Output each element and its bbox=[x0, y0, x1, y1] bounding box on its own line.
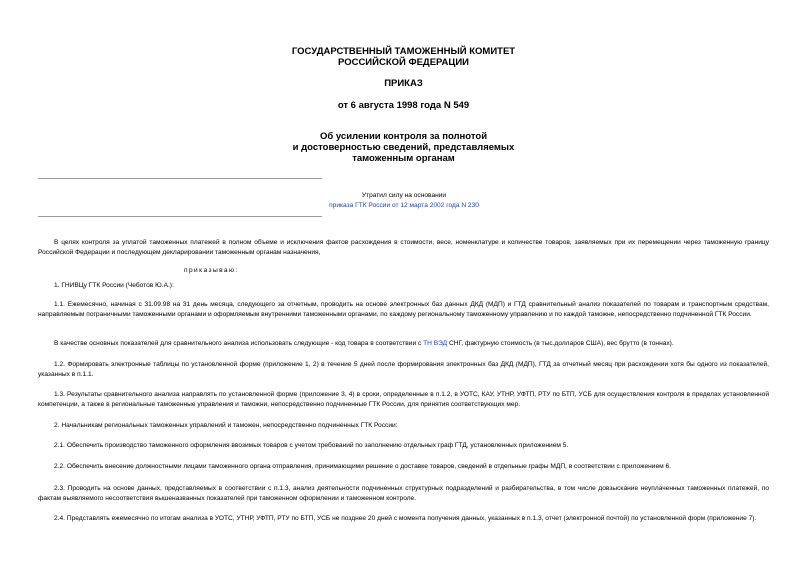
paragraph-1 bbox=[38, 281, 769, 291]
paragraph-1-2-text: 1.2. Формировать электронные таблицы по установленной форме (приложение 1, 2) в течение 5 дней после формирования электронных баз ДКД (МДП), ГТД за отчетный месяц при расхождении хотя бы одного из показателей, указанных в п.1.1. bbox=[38, 361, 769, 378]
paragraph-1-3-text: 1.3. Результаты сравнительного анализа направлять по установленной форме (приложение 3, 4) в сроки, определенные в п.1.2, в УОТС, КАУ, УТНР, УФТП, РТУ по БТП, УСБ для осуществления контроля в пределах установленной компетенции, а также в региональные таможенные управления и таможни, непосредственно подчиненные ГТК России, для принятия соответствующих мер. bbox=[38, 391, 769, 408]
paragraph-intro-text: В целях контроля за уплатой таможенных платежей в полном объеме и исключения фактов расхождения в стоимости, весе, номенклатуре и количестве товаров, заявляемых при их перемещении через таможенную границу Российской Федерации и последующем декларировании таможенным органам назначения, bbox=[38, 239, 769, 256]
paragraph-2-3-text: 2.3. Проводить на основе данных, представляемых в соответствии с п.1.3, анализ деятельности подчиненных структурных подразделений и разбирательства, в том числе довзыскание неуплаченных таможенных платежей, по фактам выявляемого несоответствия вышеназванных показателей при таможенном оформлении и таможенном контроле. bbox=[38, 485, 769, 502]
status-note-text: Утратил силу на основании bbox=[361, 192, 447, 199]
paragraph-intro bbox=[38, 238, 769, 258]
paragraph-2-1 bbox=[38, 441, 769, 451]
paragraph-2-4 bbox=[38, 514, 769, 524]
paragraph-2-3 bbox=[38, 484, 769, 504]
paragraph-2-1-text: 2.1. Обеспечить производство таможенного оформления ввозимых товаров с учетом требований по заполнению отдельных граф ГТД, установленных приложением 5. bbox=[54, 442, 569, 449]
doc-title-line1: Об усилении контроля за полнотой bbox=[319, 131, 488, 142]
paragraph-2-2-text: 2.2. Обеспечить внесение должностными лицами таможенного органа отправления, принимающими решение о доставке товаров, сведений в отдельные графы МДП, в соответствии с приложением 6. bbox=[54, 463, 671, 470]
divider-top bbox=[38, 178, 322, 179]
order-word: приказываю: bbox=[184, 267, 239, 274]
indicators-text-pre: В качестве основных показателей для сравнительного анализа использовать следующие - код товара в соответствии с bbox=[54, 340, 422, 347]
paragraph-indicators bbox=[38, 339, 769, 349]
paragraph-1-1 bbox=[38, 300, 769, 320]
paragraph-1-3 bbox=[38, 390, 769, 410]
paragraph-1-text: 1. ГНИВЦу ГТК России (Чеботов Ю.А.): bbox=[54, 282, 174, 289]
divider-bottom bbox=[38, 216, 322, 217]
org-name-line1: ГОСУДАРСТВЕННЫЙ ТАМОЖЕННЫЙ КОМИТЕТ bbox=[291, 46, 516, 57]
paragraph-1-1-text: 1.1. Ежемесячно, начиная с 31.09.98 на 31 день месяца, следующего за отчетным, проводить на основе электронных баз данных ДКД (МДП) и ГТД сравнительный анализ показателей по товарам и транспортным средствам, направляемым пограничными таможенными органами и оформляемым внутренними таможенными органами, по каждому региональному таможенному управлению и по каждой таможне, непосредственно подчиненной ГТК России. bbox=[38, 301, 769, 318]
doc-type: ПРИКАЗ bbox=[384, 78, 423, 89]
doc-date: от 6 августа 1998 года N 549 bbox=[337, 100, 470, 111]
doc-title-line2: и достоверностью сведений, представляемых bbox=[292, 142, 515, 153]
indicators-text-post: СНГ, фактурную стоимость (в тыс.долларов США), вес брутто (в тоннах). bbox=[448, 340, 674, 347]
paragraph-2-text: 2. Начальникам региональных таможенных управлений и таможен, непосредственно подчиненных ГТК России: bbox=[54, 422, 398, 429]
tn-ved-link[interactable]: ТН ВЭД bbox=[423, 340, 448, 347]
paragraph-2-4-text: 2.4. Представлять ежемесячно по итогам анализа в УОТС, УТНР, УФТП, РТУ по БТП, УСБ не позднее 20 дней с момента получения данных, указанных в п.1.3, отчет (электронной почтой) по установленной форм (приложение 7). bbox=[54, 515, 757, 522]
org-name-line2: РОССИЙСКОЙ ФЕДЕРАЦИИ bbox=[337, 57, 469, 68]
paragraph-2 bbox=[38, 421, 769, 431]
paragraph-2-2 bbox=[38, 462, 769, 472]
status-note-link[interactable]: приказа ГТК России от 12 марта 2002 года N 230 bbox=[329, 202, 479, 209]
doc-title-line3: таможенным органам bbox=[352, 153, 455, 164]
paragraph-1-2 bbox=[38, 360, 769, 380]
